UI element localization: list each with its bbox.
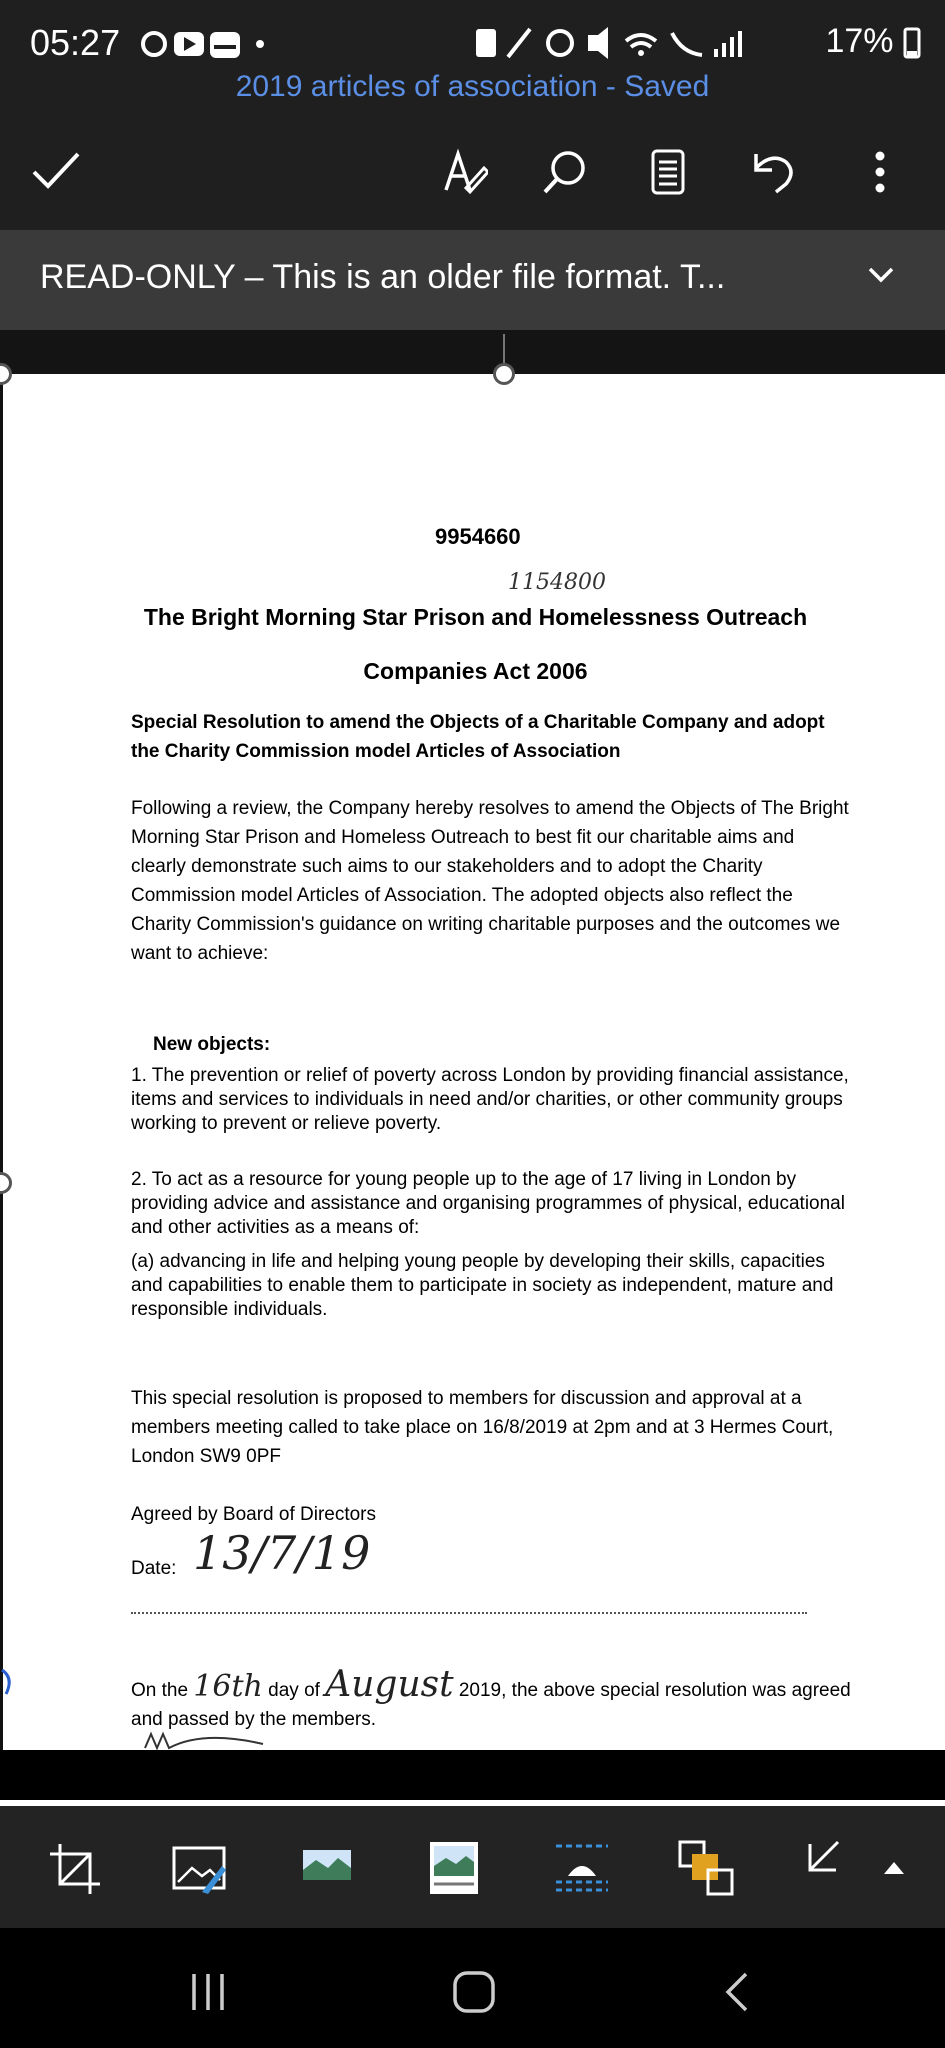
reading-view-icon[interactable] [650, 148, 686, 201]
wrap-square-icon[interactable] [428, 1840, 480, 1901]
check-icon[interactable] [30, 148, 82, 197]
chevron-down-icon[interactable] [867, 265, 895, 290]
status-notification-icons [140, 26, 270, 71]
page-margin [0, 330, 945, 374]
battery-percent: 17% [825, 22, 894, 60]
handwritten-month: August [325, 1664, 454, 1705]
back-icon[interactable] [722, 1970, 752, 2019]
act-heading: Companies Act 2006 [363, 658, 588, 684]
picture-style-icon[interactable] [172, 1846, 228, 1901]
agreed-line: Agreed by Board of Directors [131, 1504, 377, 1525]
object-2a: (a) advancing in life and helping young people by developing their skills, capacities and capabilities to enable them to participate in society as independent, mature and responsible individuals. [131, 1251, 834, 1320]
special-resolution-heading: Special Resolution to amend the Objects of a Charitable Company and adopt the Charity Commission model Articles of Association [131, 712, 825, 762]
object-2: 2. To act as a resource for young people up to the age of 17 living in London by providing advice and assistance and organising programmes of physical, educational and other activities as a means of: [131, 1169, 845, 1238]
review-paragraph: Following a review, the Company hereby resolves to amend the Objects of The Bright Morning Star Prison and Homeless Outreach to best fit our charitable aims and clearly demonstrate such aims to our stakeholders and to adopt the Charity Commission model Articles of Association. The adopted objects also reflect the Charity Commission's guidance on writing charitable purposes and the outcomes we want to achieve: [131, 798, 849, 964]
document-title[interactable]: 2019 articles of association - Saved [235, 70, 710, 103]
proposal-paragraph: This special resolution is proposed to members for discussion and approval at a members meeting called to take place on 16/8/2019 at 2pm and at 3 Hermes Court, London SW9 0PF [131, 1388, 834, 1467]
page-bottom-gap [0, 1750, 945, 1806]
status-time: 05:27 [30, 22, 121, 63]
charity-title: The Bright Morning Star Prison and Homelessness Outreach [143, 604, 808, 630]
read-only-message: READ-ONLY – This is an older file format. T... [40, 258, 726, 296]
handwritten-number: 1154800 [508, 570, 606, 595]
search-icon[interactable] [540, 148, 588, 201]
pen-icon[interactable] [440, 148, 488, 201]
recent-apps-icon[interactable] [188, 1972, 228, 2017]
company-number: 9954660 [435, 524, 521, 549]
new-objects-heading: New objects: [153, 1034, 271, 1055]
day-of-text: day of [268, 1680, 320, 1701]
wrap-text-icon[interactable] [554, 1842, 610, 1899]
more-icon[interactable] [868, 148, 892, 201]
passed-rest-text: 2019, the above special resolution was agreed and passed by the members. [131, 1680, 851, 1730]
selection-handle-top[interactable] [493, 363, 515, 385]
wrap-inline-icon[interactable] [302, 1846, 352, 1891]
on-the-text: On the [131, 1680, 189, 1701]
battery-icon [903, 27, 921, 59]
handwritten-date: 13/7/19 [193, 1526, 371, 1580]
undo-icon[interactable] [750, 148, 798, 201]
expand-up-icon[interactable] [882, 1860, 906, 1881]
signature-line [131, 1612, 807, 1614]
status-right [476, 22, 921, 63]
pen-cursor-icon [0, 1668, 14, 1698]
resize-icon[interactable] [806, 1840, 846, 1901]
arrange-icon[interactable] [678, 1840, 734, 1901]
object-1: 1. The prevention or relief of poverty across London by providing financial assistance, items and services to individuals in need and/or charities, or other community groups working to prevent or relieve poverty. [131, 1065, 849, 1134]
passed-statement [131, 1664, 871, 1734]
home-icon[interactable] [452, 1970, 496, 2019]
document-page[interactable] [0, 374, 945, 1750]
handwritten-day: 16th [193, 1669, 263, 1704]
crop-icon[interactable] [48, 1842, 102, 1901]
signature-scribble [143, 1730, 323, 1750]
date-label: Date: [131, 1558, 177, 1579]
